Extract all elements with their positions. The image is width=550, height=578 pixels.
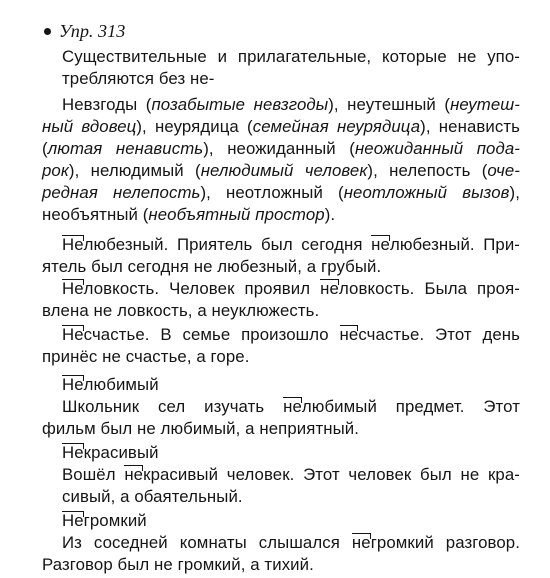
example-negromky-line-1: Из соседней комнаты слышался негромкий разговор. [62, 532, 520, 554]
example-nelubezny-line-2: ятель был сегодня не любезный, а грубый. [42, 257, 382, 276]
words-line-3: (лютая ненависть), неожиданный (неожиданный пода- [42, 139, 520, 158]
exercise-header [44, 20, 125, 42]
example-nelubezny-line-1: Нелюбезный. Приятель был сегодня нелюбезный. При- [62, 234, 520, 256]
words-line-2: ный вдовец), неурядица (семейная неурядица), ненависть [42, 117, 520, 136]
intro-line-2: требляются без не- [62, 69, 215, 88]
intro-line-1: Существительные и прилагательные, которые не упо- [62, 47, 520, 66]
prefix-marker: Не [62, 442, 84, 464]
prefix-marker: не [340, 324, 359, 346]
prefix-marker: Не [62, 510, 84, 532]
prefix-marker: не [371, 234, 390, 256]
words-line-5: редная нелепость), неотложный (неотложный вызов), [42, 183, 520, 202]
heading-negromky: Негромкий [62, 510, 147, 532]
prefix-marker: не [320, 278, 339, 300]
prefix-marker: Не [62, 374, 84, 396]
example-nelubimy-line-1: Школьник сел изучать нелюбимый предмет. Этот [62, 396, 520, 418]
example-negromky-line-2: Разговор был не громкий, а тихий. [42, 555, 314, 574]
prefix-marker: не [124, 464, 143, 486]
example-nelubimy-line-2: фильм был не любимый, а неприятный. [42, 419, 359, 438]
example-nekrasivy-line-2: сивый, а обаятельный. [62, 487, 243, 506]
example-nekrasivy-line-1: Вошёл некрасивый человек. Этот человек был не кра- [62, 464, 520, 486]
prefix-marker: не [352, 532, 371, 554]
example-nelovkost-line-2: влена не ловкость, а неуклюжесть. [42, 301, 320, 320]
example-neschastie-line-2: принёс не счастье, а горе. [42, 347, 250, 366]
words-line-6: необъятный (необъятный простор). [42, 205, 336, 224]
heading-nelubimy: Нелюбимый [62, 374, 159, 396]
prefix-marker: Не [62, 234, 84, 256]
prefix-marker: Не [62, 278, 84, 300]
prefix-marker: не [283, 396, 302, 418]
exercise-label: Упр. 313 [59, 21, 126, 41]
example-nelovkost-line-1: Неловкость. Человек проявил неловкость. Была проя- [62, 278, 520, 300]
example-neschastie-line-1: Несчастье. В семье произошло несчастье. Этот день [62, 324, 520, 346]
words-line-4: рок), нелюдимый (нелюдимый человек), нелепость (оче- [42, 161, 520, 180]
heading-nekrasivy: Некрасивый [62, 442, 159, 464]
prefix-marker: Не [62, 324, 84, 346]
words-line-1: Невзгоды (позабытые невзгоды), неутешный (неутеш- [62, 95, 520, 114]
bullet-icon [44, 28, 51, 35]
